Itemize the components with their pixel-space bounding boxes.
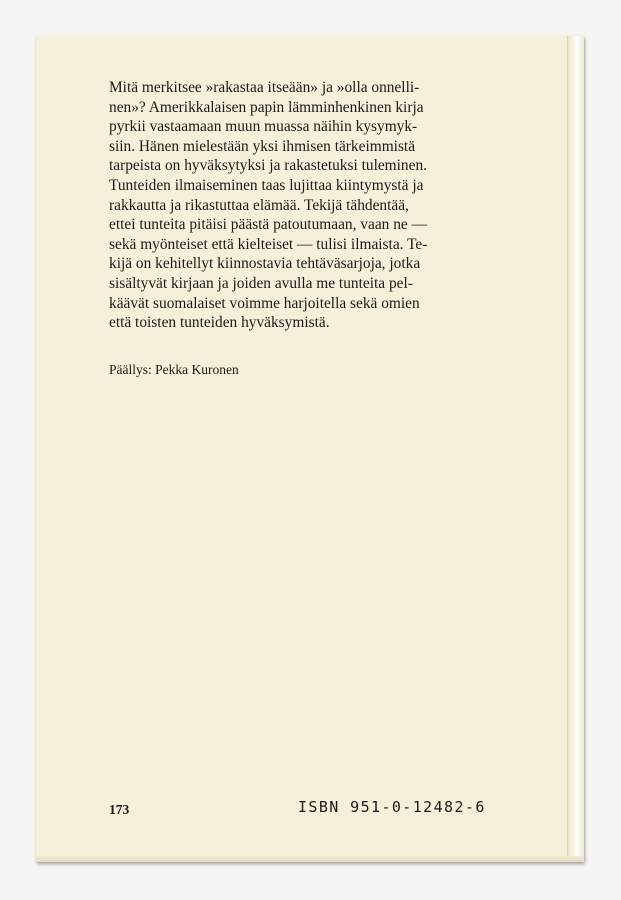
blurb-line: kijä on kehitellyt kiinnostavia tehtäväsarjoja, jotka: [109, 255, 421, 273]
isbn-number: ISBN 951-0-12482-6: [298, 798, 486, 816]
blurb-line: Mitä merkitsee »rakastaa itseään» ja »olla onnelli-: [109, 79, 420, 96]
cover-edge: [567, 36, 584, 862]
cover-credit: Päällys: Pekka Kuronen: [109, 362, 239, 377]
blurb-line: rakkautta ja rikastuttaa elämää. Tekijä tähdentää,: [109, 196, 409, 214]
blurb-text: [109, 78, 491, 333]
blurb-line: siin. Hänen mielestään yksi ihmisen tärkeimmistä: [109, 137, 416, 155]
blurb-line: sisältyvät kirjaan ja joiden avulla me tunteita pel-: [109, 274, 413, 292]
page-count: 173: [109, 802, 130, 817]
blurb-line: Tunteiden ilmaiseminen taas lujittaa kiintymystä ja: [109, 176, 424, 194]
book-back-cover: [36, 36, 584, 862]
blurb-line: käävät suomalaiset voimme harjoitella sekä omien: [109, 294, 420, 312]
blurb-line: sekä myönteiset että kielteiset — tulisi ilmaista. Te-: [109, 235, 428, 253]
blurb-line: pyrkii vastaamaan muun muassa näihin kysymyk-: [109, 118, 418, 136]
blurb-line: että toisten tunteiden hyväksymistä.: [109, 314, 330, 332]
blurb-line: ettei tunteita pitäisi päästä patoutumaan, vaan ne —: [109, 216, 427, 234]
cover-bottom-edge: [36, 856, 584, 862]
blurb-line: tarpeista on hyväksytyksi ja rakastetuksi tuleminen.: [109, 157, 428, 175]
blurb-line: nen»? Amerikkalaisen papin lämminhenkinen kirja: [109, 98, 424, 116]
